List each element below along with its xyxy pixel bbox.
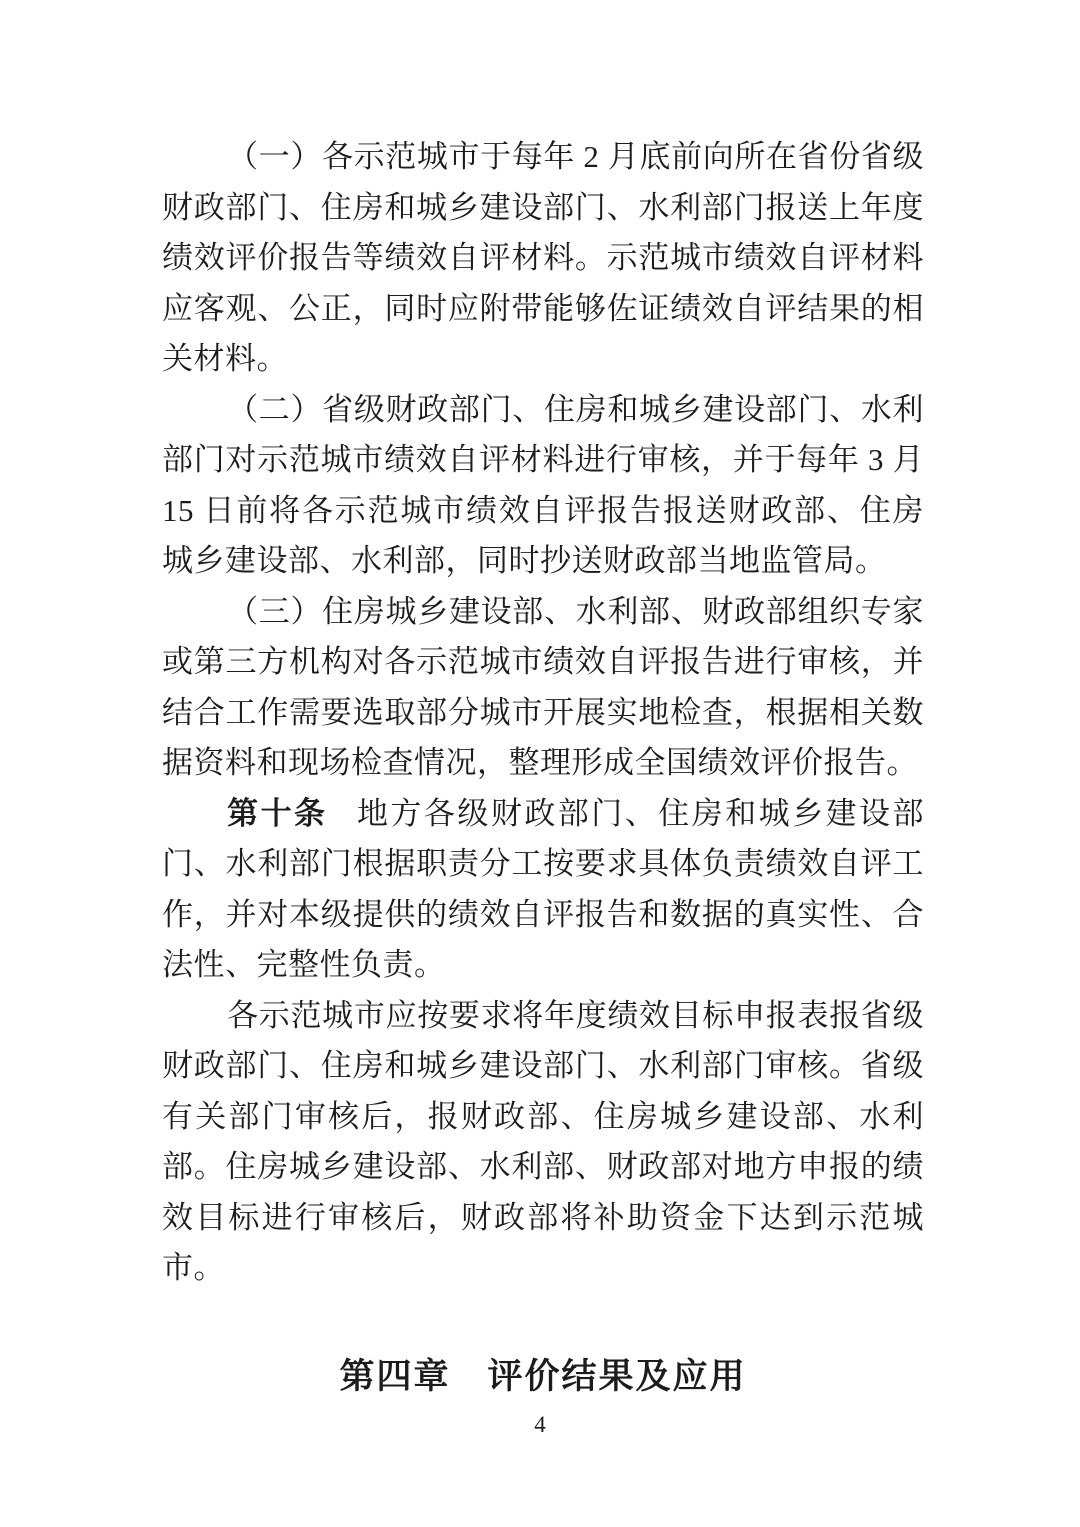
chapter-heading: 第四章 评价结果及应用 [339,1356,747,1396]
body-paragraph-item-3: （三）住房城乡建设部、水利部、财政部组织专家或第三方机构对各示范城市绩效自评报告进行审核，并结合工作需要选取部分城市开展实地检查，根据相关数据资料和现场检查情况，整理形成全国绩效评价报告。 [162,593,924,780]
body-paragraph-item-1: （一）各示范城市于每年 2 月底前向所在省份省级财政部门、住房和城乡建设部门、水利部门报送上年度绩效评价报告等绩效自评材料。示范城市绩效自评材料应客观、公正，同时应附带能够佐证绩效自评结果的相关材料。 [162,139,924,376]
document-body [162,132,924,1402]
article-text: 地方各级财政部门、住房和城乡建设部门、水利部门根据职责分工按要求具体负责绩效自评工作，并对本级提供的绩效自评报告和数据的真实性、合法性、完整性负责。 [162,795,925,982]
body-paragraph-article-10 [162,789,924,991]
body-paragraph-item-5: 各示范城市应按要求将年度绩效目标申报表报省级财政部门、住房和城乡建设部门、水利部门审核。省级有关部门审核后，报财政部、住房城乡建设部、水利部。住房城乡建设部、水利部、财政部对地方申报的绩效目标进行审核后，财政部将补助资金下达到示范城市。 [162,997,924,1285]
page-number: 4 [534,1412,546,1437]
body-paragraph-item-2: （二）省级财政部门、住房和城乡建设部门、水利部门对示范城市绩效自评材料进行审核，并于每年 3 月 15 日前将各示范城市绩效自评报告报送财政部、住房城乡建设部、水利部，同时抄送财政部当地监管局。 [162,391,924,578]
article-number-label: 第十条 [227,795,328,831]
